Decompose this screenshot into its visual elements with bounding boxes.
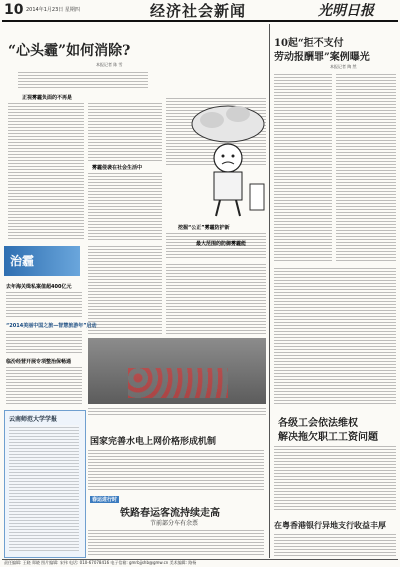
right-bottom-title: 在粤香港银行异地支行收益丰厚 (274, 520, 386, 530)
journal-ad-title: 云南师范大学学报 (9, 416, 58, 423)
side-item-1-title: 去年海关缉私案值超400亿元 (6, 284, 72, 290)
center-story-2-body (88, 528, 264, 556)
side-item-3-title: 临汾经营开展专项整治保畅通 (6, 359, 72, 365)
center-story-2-title: 铁路春运客流持续走高 (120, 508, 220, 519)
section-title: 经济社会新闻 (150, 2, 247, 20)
right-top-col-1 (274, 72, 332, 262)
journal-ad-box (4, 410, 86, 558)
center-story-1-body (88, 448, 264, 492)
news-photo (88, 338, 266, 404)
main-article-byline: 本报记者 陈 雪 (96, 62, 123, 67)
right-top-title-line1: 10起“拒不支付 (274, 38, 344, 49)
main-article-title: “心头霾”如何消除? (8, 43, 131, 59)
subhead-4: 最大范围的防御雾霾能 (196, 241, 247, 247)
side-item-1-body (6, 290, 82, 318)
footer-credits: 责任编辑: 王晓 郑晓 图片编辑: 宋伟 电话: 010-67078416 电子信箱: gmrbjjshb@gmw.cn 美术编辑: 路杨 (4, 560, 197, 565)
column-divider (269, 24, 270, 558)
cartoon-illustration (184, 100, 270, 218)
main-article-lead (18, 70, 148, 90)
date-line: 2014年1月23日 星期四 (26, 7, 80, 13)
center-story-1-title: 国家完善水电上网价格形成机制 (90, 437, 217, 447)
subhead-3: 挖掘“公正”雾霾防护新 (178, 225, 230, 231)
masthead-logo: 光明日报 (318, 3, 374, 19)
main-article-col-1 (8, 101, 84, 241)
subhead-1: 正视雾霾负面的不再是 (22, 95, 73, 101)
photo-fruits (128, 368, 228, 398)
center-story-2-subtitle: 节前部分车有余票 (150, 520, 199, 527)
side-item-2-body (6, 329, 82, 355)
right-top-col-2 (336, 72, 396, 262)
main-article-col-2b (88, 171, 162, 241)
side-tag-banner (4, 246, 80, 276)
side-item-3-body (6, 365, 82, 405)
main-article-col-4 (166, 262, 266, 336)
right-top-byline: 本报记者 陶 然 (330, 64, 357, 69)
journal-ad-contents (9, 425, 79, 551)
header-rule (2, 20, 398, 22)
page-number: 10 (4, 2, 24, 18)
right-bottom-body (274, 532, 396, 556)
side-tag-text: 治霾 (10, 254, 35, 268)
story-tag-badge: 春运进行时 (92, 497, 118, 503)
main-article-col-2 (88, 101, 162, 161)
subhead-2: 雾霾侵袭在社会生活中 (92, 165, 143, 171)
main-article-col-2c (88, 244, 162, 336)
right-middle-body (274, 444, 396, 512)
right-middle-title-line2: 解决拖欠职工工资问题 (278, 432, 378, 443)
right-top-body-cont (274, 266, 396, 406)
photo-caption-text (88, 406, 266, 416)
right-middle-title-line1: 各级工会依法维权 (278, 418, 358, 429)
side-item-2-title: “2014美丽中国之旅—智慧旅游年”启动 (6, 323, 97, 329)
right-top-title-line2: 劳动报酬罪”案例曝光 (274, 52, 370, 63)
